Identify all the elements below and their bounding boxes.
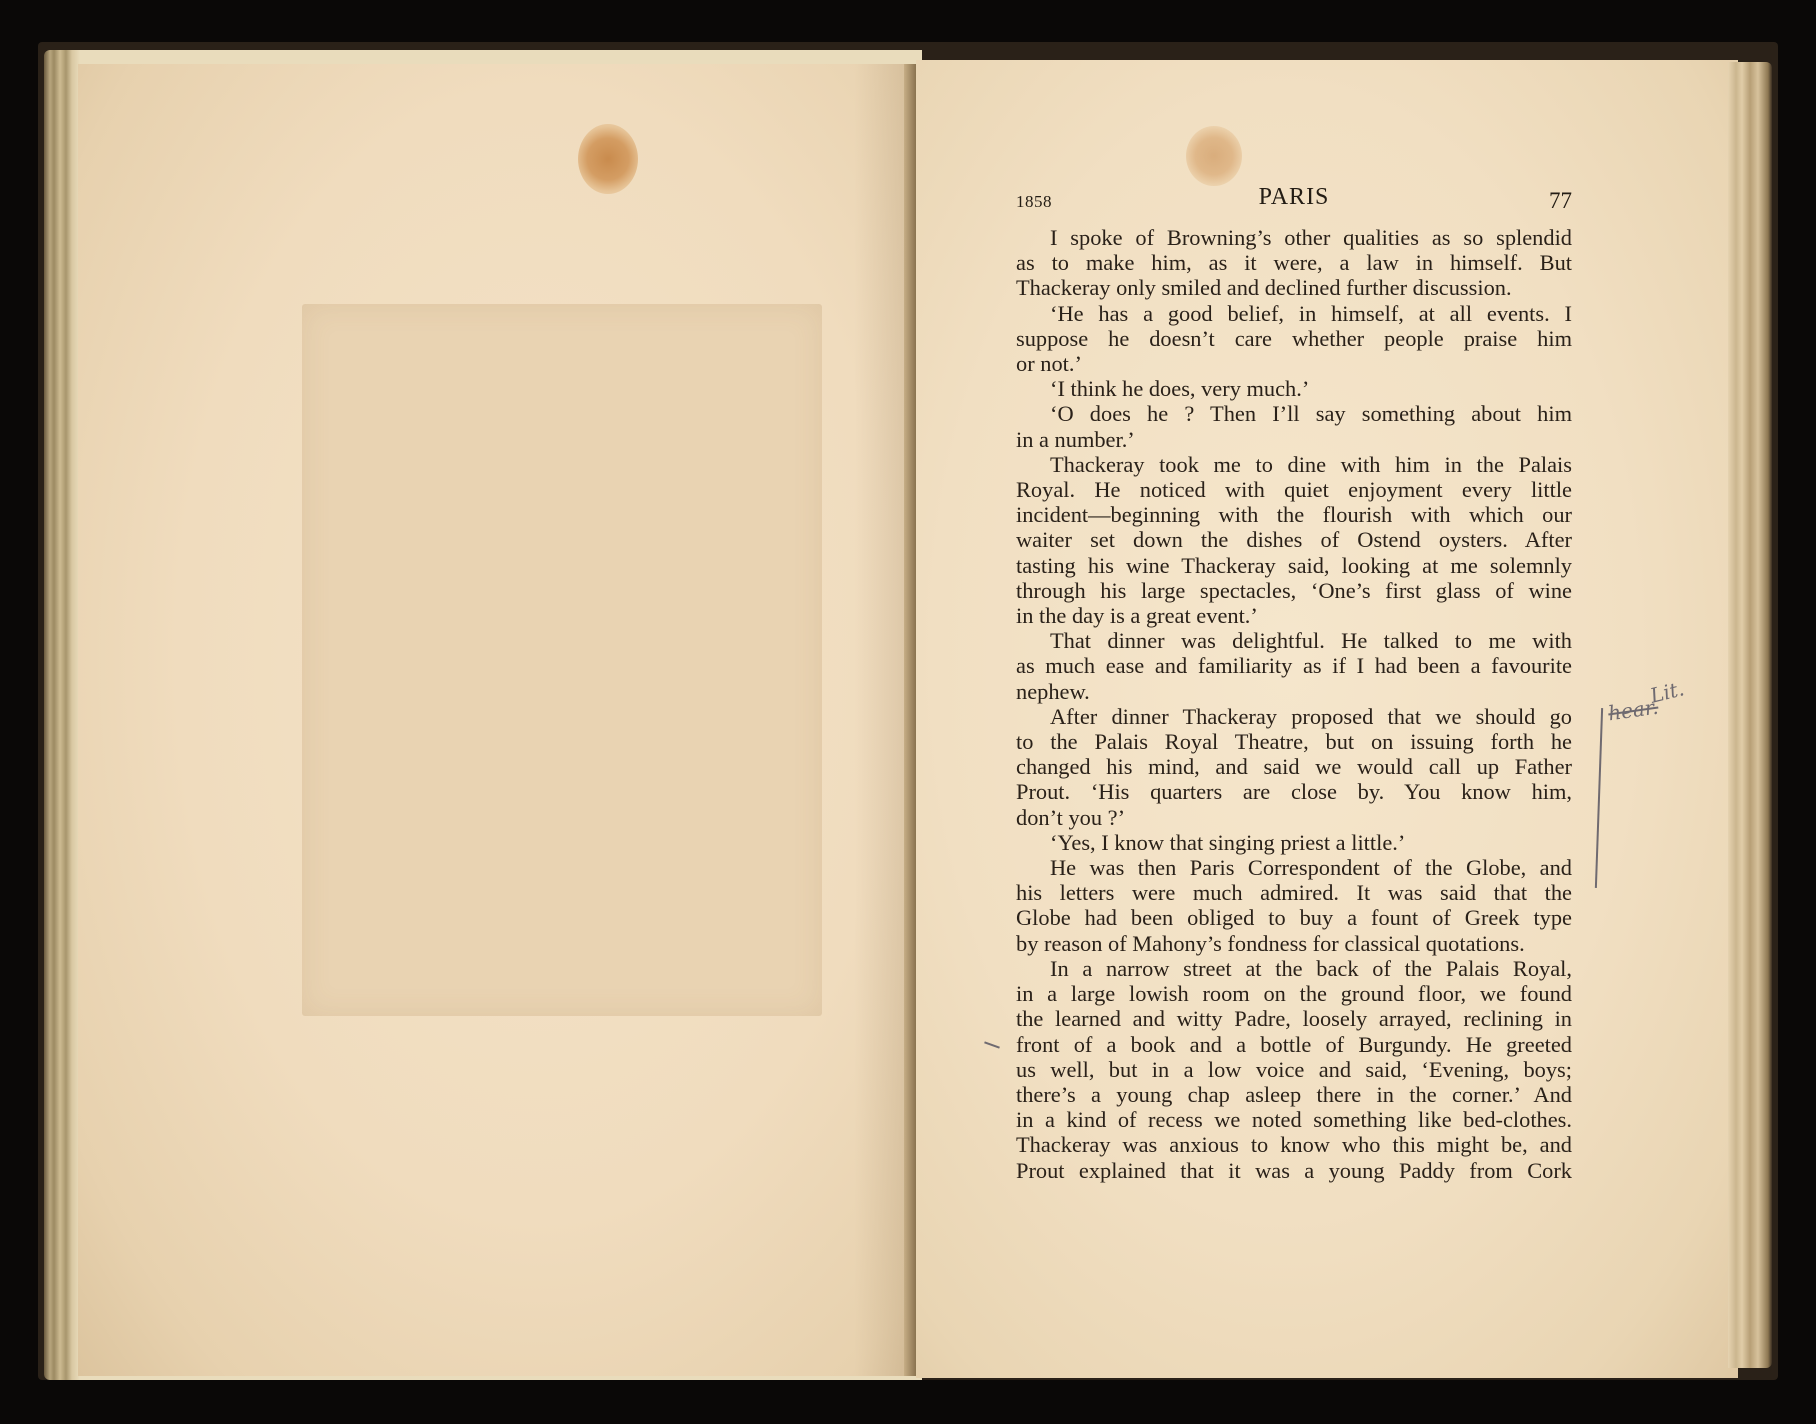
text-line: don’t you ?’	[1016, 804, 1126, 830]
text-line: Prout explained that it was a young Paddy from Cork	[1016, 1157, 1572, 1183]
text-line: After dinner Thackeray proposed that we should go	[1050, 703, 1572, 729]
running-head-year: 1858	[1016, 192, 1052, 211]
foxing-stain	[1186, 126, 1242, 186]
text-line: Globe had been obliged to buy a fount of Greek type	[1016, 905, 1572, 931]
text-line: in a number.’	[1016, 426, 1135, 452]
text-line: Thackeray took me to dine with him in the Palais	[1050, 451, 1572, 477]
text-line: Thackeray was anxious to know who this might be, and	[1016, 1132, 1572, 1158]
text-line: us well, but in a low voice and said, ‘Evening, boys;	[1016, 1056, 1572, 1082]
text-line: in the day is a great event.’	[1016, 603, 1258, 629]
body-text	[1016, 225, 1572, 1183]
text-line: in a kind of recess we noted something like bed-clothes.	[1016, 1107, 1572, 1133]
page-number: 77	[1549, 188, 1572, 213]
text-line: the learned and witty Padre, loosely arrayed, reclining in	[1016, 1006, 1572, 1032]
text-line: as much ease and familiarity as if I had been a favourite	[1016, 653, 1572, 679]
left-page	[78, 64, 914, 1376]
text-line: I spoke of Browning’s other qualities as so splendid	[1050, 225, 1572, 250]
margin-note-line: Lit.	[1647, 676, 1687, 708]
handwritten-margin-note	[1606, 676, 1698, 740]
text-line: In a narrow street at the back of the Palais Royal,	[1050, 955, 1572, 981]
text-line: or not.’	[1016, 351, 1082, 377]
running-head-title: PARIS	[1258, 184, 1330, 210]
text-line: nephew.	[1016, 678, 1090, 704]
text-line: He was then Paris Correspondent of the Globe, and	[1050, 855, 1572, 881]
text-line: tasting his wine Thackeray said, looking at me solemnly	[1016, 552, 1572, 578]
text-line: waiter set down the dishes of Ostend oysters. After	[1016, 527, 1572, 553]
text-line: ‘O does he ? Then I’ll say something about him	[1050, 401, 1572, 427]
text-line: incident—beginning with the flourish with which our	[1016, 502, 1572, 528]
text-line: ‘Yes, I know that singing priest a little.’	[1050, 829, 1406, 855]
text-line: ‘He has a good belief, in himself, at all events. I	[1050, 300, 1572, 326]
text-line: Prout. ‘His quarters are close by. You know him,	[1016, 779, 1572, 805]
text-line: front of a book and a bottle of Burgundy. He greeted	[1016, 1031, 1572, 1057]
text-line: by reason of Mahony’s fondness for classical quotations.	[1016, 930, 1525, 956]
running-head	[1016, 184, 1572, 224]
text-line: suppose he doesn’t care whether people praise him	[1016, 325, 1572, 351]
foxing-stain	[578, 124, 638, 194]
text-line: to the Palais Royal Theatre, but on issuing forth he	[1016, 729, 1572, 755]
text-line: in a large lowish room on the ground floor, we found	[1016, 981, 1572, 1007]
right-page-edges	[1728, 62, 1772, 1368]
text-line: Royal. He noticed with quiet enjoyment every little	[1016, 477, 1572, 503]
text-line: ‘I think he does, very much.’	[1050, 376, 1310, 402]
text-line: changed his mind, and said we would call up Father	[1016, 754, 1572, 780]
text-line: his letters were much admired. It was said that the	[1016, 880, 1572, 906]
margin-note-line: hear.	[1606, 694, 1660, 726]
text-line: as to make him, as it were, a law in himself. But	[1016, 250, 1572, 276]
text-line: Thackeray only smiled and declined further discussion.	[1016, 275, 1512, 301]
text-line: That dinner was delightful. He talked to me with	[1050, 628, 1572, 654]
text-line: through his large spectacles, ‘One’s first glass of wine	[1016, 577, 1572, 603]
plate-impression	[302, 304, 822, 1016]
text-line: there’s a young chap asleep there in the corner.’ And	[1016, 1081, 1572, 1107]
